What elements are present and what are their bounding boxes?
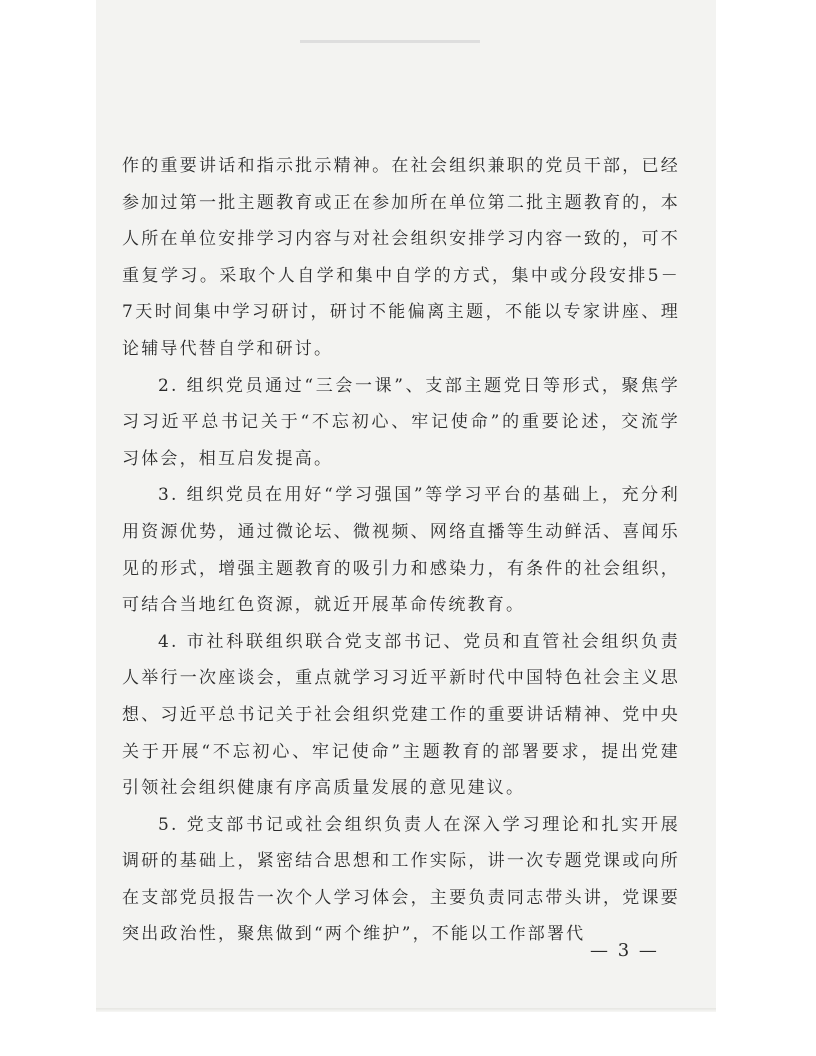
paragraph-item-2: 2. 组织党员通过“三会一课”、支部主题党日等形式，聚焦学习习近平总书记关于“不忘初心、牢记使命”的重要论述，交流学习体会，相互启发提高。 [122,375,680,469]
paragraph-continuation: 作的重要讲话和指示批示精神。在社会组织兼职的党员干部，已经参加过第一批主题教育或正在参加所在单位第二批主题教育的，本人所在单位安排学习内容与对社会组织安排学习内容一致的，可不重复学习。采取个人自学和集中自学的方式，集中或分段安排5－7天时间集中学习研讨，研讨不能偏离主题，不能以专家讲座、理论辅导代替自学和研讨。 [122,156,680,359]
scan-artifact [300,40,480,43]
document-body [122,148,680,953]
paragraph-item-3: 3. 组织党员在用好“学习强国”等学习平台的基础上，充分利用资源优势，通过微论坛、微视频、网络直播等生动鲜活、喜闻乐见的形式，增强主题教育的吸引力和感染力，有条件的社会组织，可结合当地红色资源，就近开展革命传统教育。 [122,485,680,616]
page-bottom-edge [96,1008,716,1012]
paragraph-item-5: 5. 党支部书记或社会组织负责人在深入学习理论和扎实开展调研的基础上，紧密结合思想和工作实际，讲一次专题党课或向所在支部党员报告一次个人学习体会，主要负责同志带头讲，党课要突出政治性，聚焦做到“两个维护”，不能以工作部署代 [122,814,680,945]
page-number: — 3 — [590,940,659,961]
paragraph-item-4: 4. 市社科联组织联合党支部书记、党员和直管社会组织负责人举行一次座谈会，重点就学习习近平新时代中国特色社会主义思想、习近平总书记关于社会组织党建工作的重要讲话精神、党中央关于开展“不忘初心、牢记使命”主题教育的部署要求，提出党建引领社会组织健康有序高质量发展的意见建议。 [122,631,680,799]
